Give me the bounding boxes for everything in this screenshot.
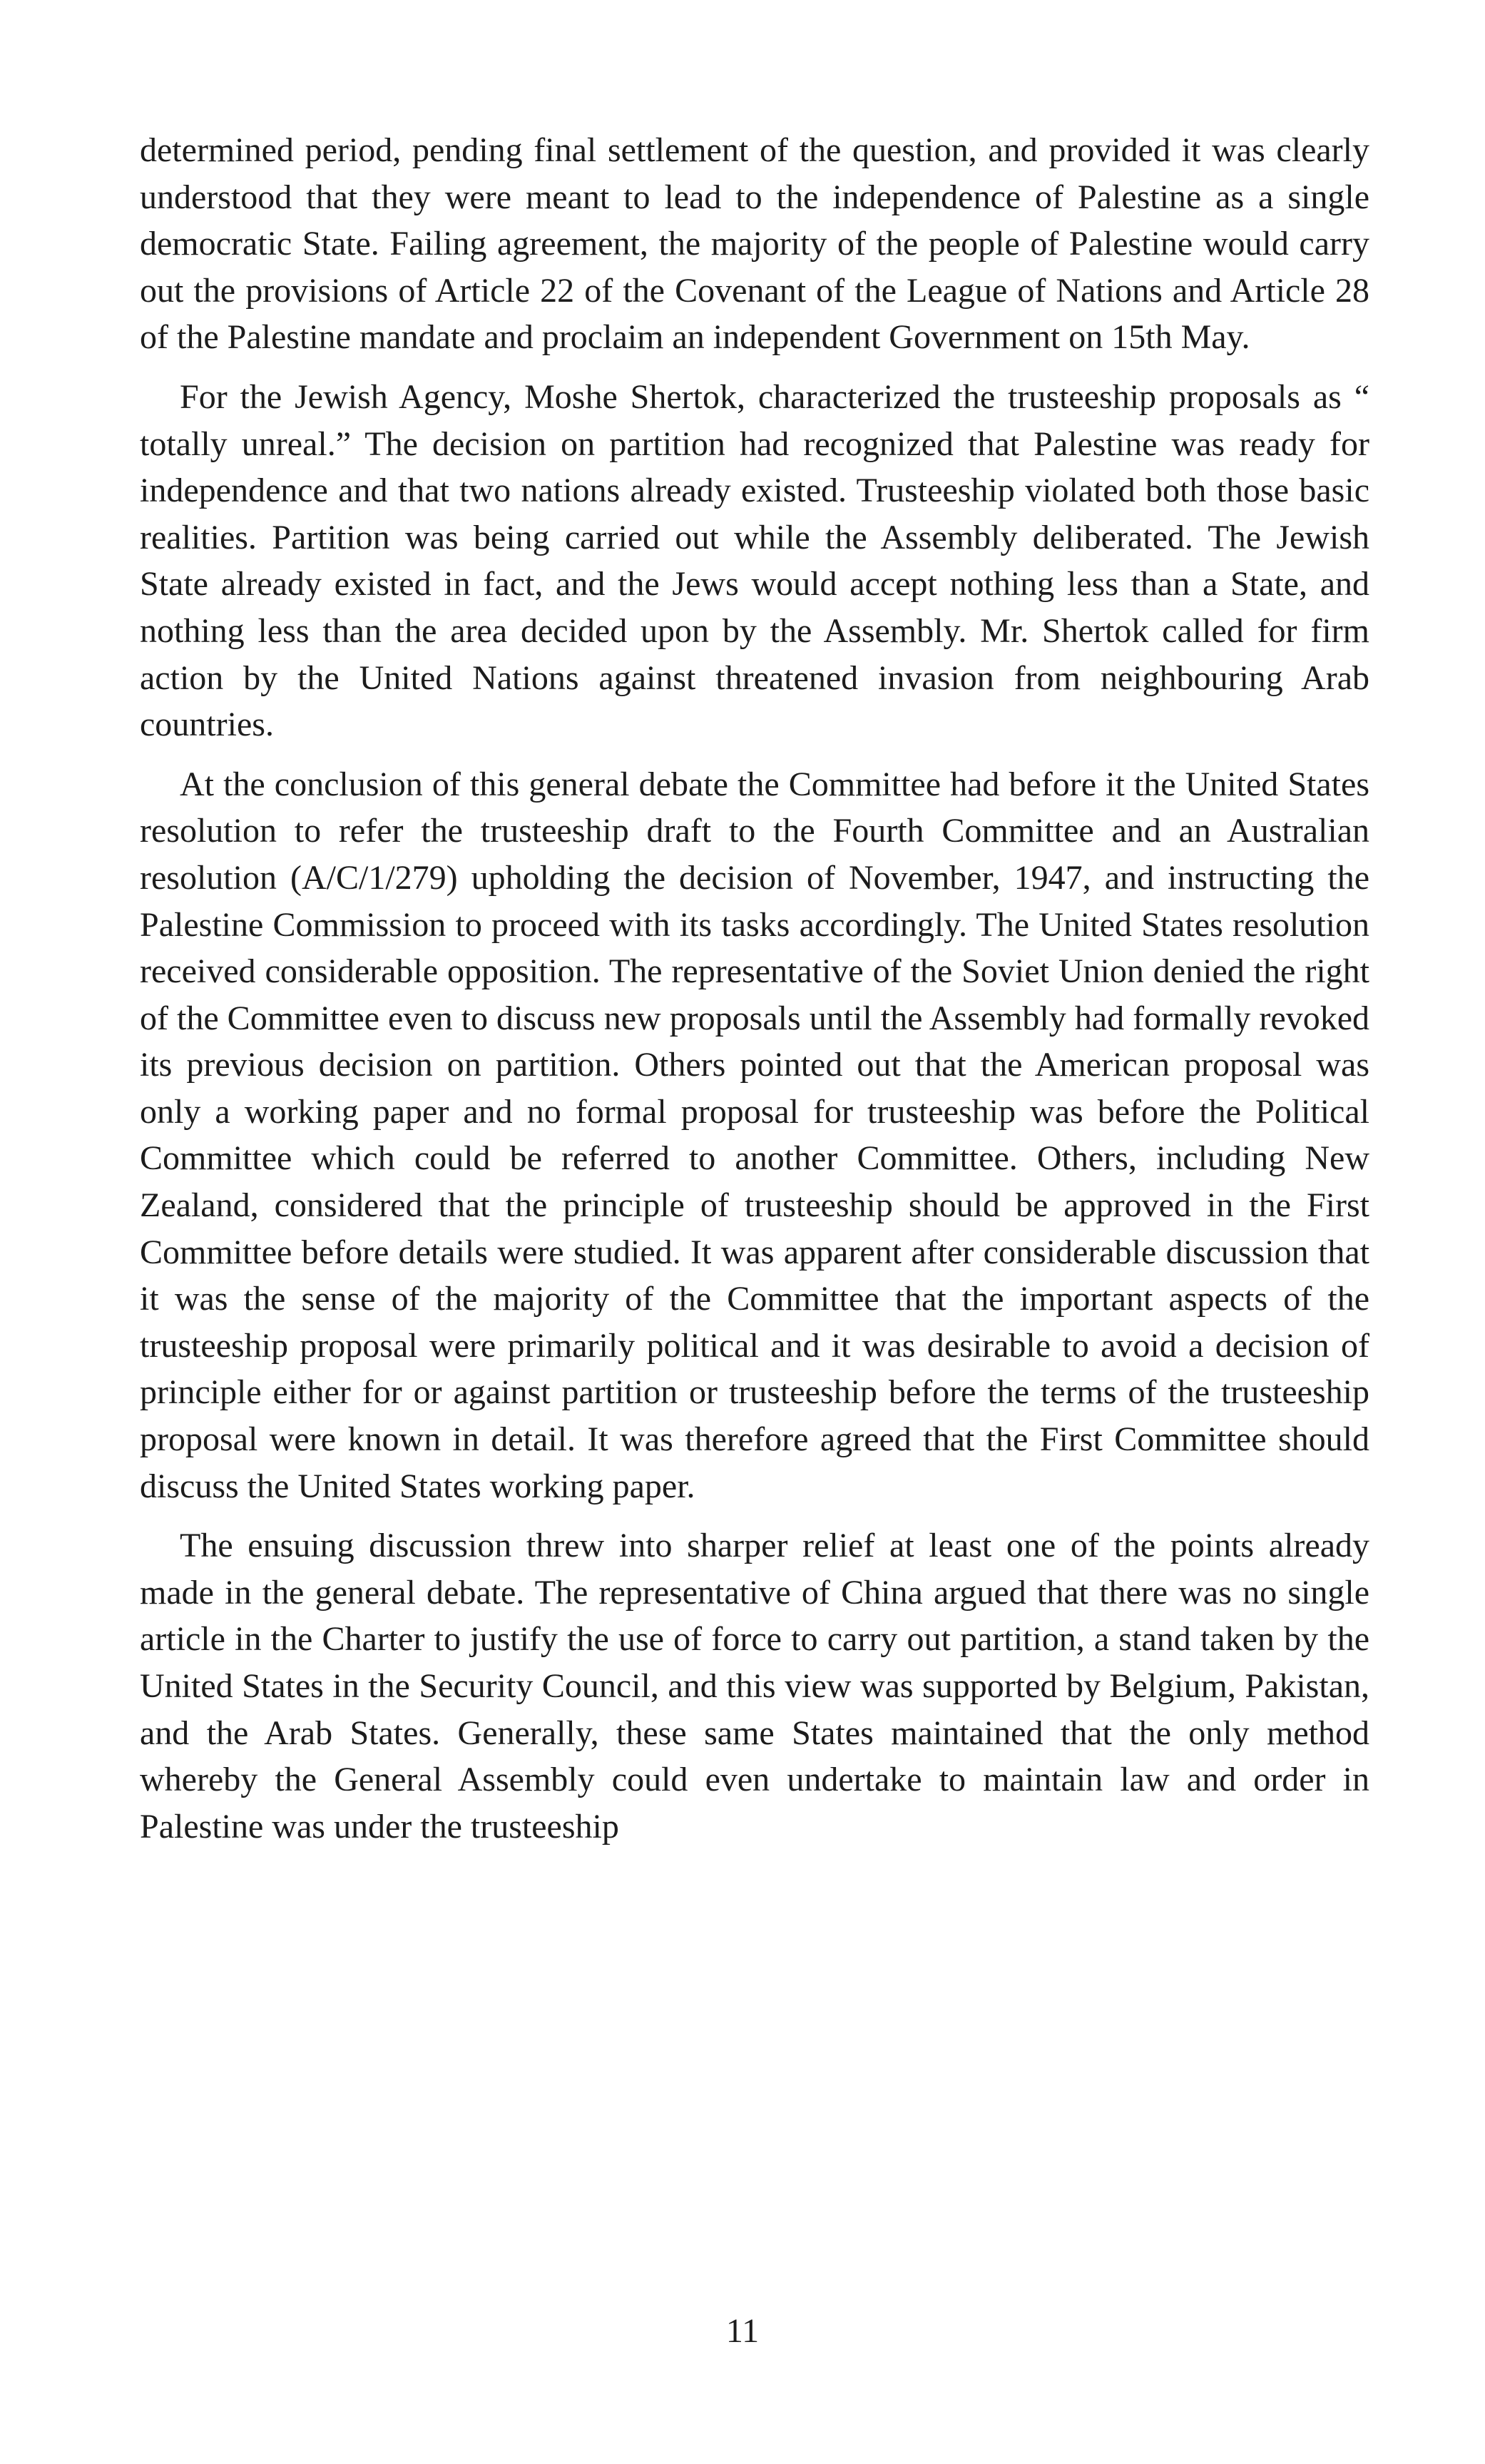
paragraph-2: For the Jewish Agency, Moshe Shertok, characterized the trusteeship proposals as “ totally unreal.” The decision on partition had recognized that Palestine was ready for independence and that two nations already existed. Trusteeship violated both those basic realities. Partition was being carried out while the Assembly deliberated. The Jewish State already existed in fact, and the Jews would accept nothing less than a State, and nothing less than the area decided upon by the Assembly. Mr. Shertok called for firm action by the United Nations against threatened invasion from neighbouring Arab countries.	[140, 377, 1369, 744]
page-number: 11	[725, 2312, 760, 2350]
paragraph-3: At the conclusion of this general debate the Committee had before it the United States resolution to refer the trusteeship draft to the Fourth Committee and an Australian resolution (A/C/1/279) upholding the decision of November, 1947, and instructing the Palestine Commission to proceed with its tasks accordingly. The United States resolution received considerable opposition. The representative of the Soviet Union denied the right of the Committee even to discuss new proposals until the Assembly had formally revoked its previous decision on partition. Others pointed out that the American proposal was only a working paper and no formal proposal for trusteeship was before the Political Committee which could be referred to another Committee. Others, including New Zealand, considered that the principle of trusteeship should be approved in the First Committee before details were studied. It was apparent after considerable discussion that it was the sense of the majority of the Committee that the important aspects of the trusteeship proposal were primarily political and it was desirable to avoid a decision of principle either for or against partition or trusteeship before the terms of the trusteeship proposal were known in detail. It was therefore agreed that the First Committee should discuss the United States working paper.	[140, 765, 1369, 1505]
paragraph-4: The ensuing discussion threw into sharper relief at least one of the points already made in the general debate. The representative of China argued that there was no single article in the Charter to justify the use of force to carry out partition, a stand taken by the United States in the Security Council, and this view was supported by Belgium, Pakistan, and the Arab States. Generally, these same States maintained that the only method whereby the General Assembly could even undertake to maintain law and order in Palestine was under the trusteeship	[140, 1527, 1369, 1846]
paragraph-1: determined period, pending final settlement of the question, and provided it was clearly understood that they were meant to lead to the independence of Palestine as a single democratic State. Failing agreement, the majority of the people of Palestine would carry out the provisions of Article 22 of the Covenant of the League of Nations and Article 28 of the Palestine mandate and proclaim an independent Government on 15th May.	[140, 131, 1369, 357]
body-text	[140, 127, 1369, 1863]
